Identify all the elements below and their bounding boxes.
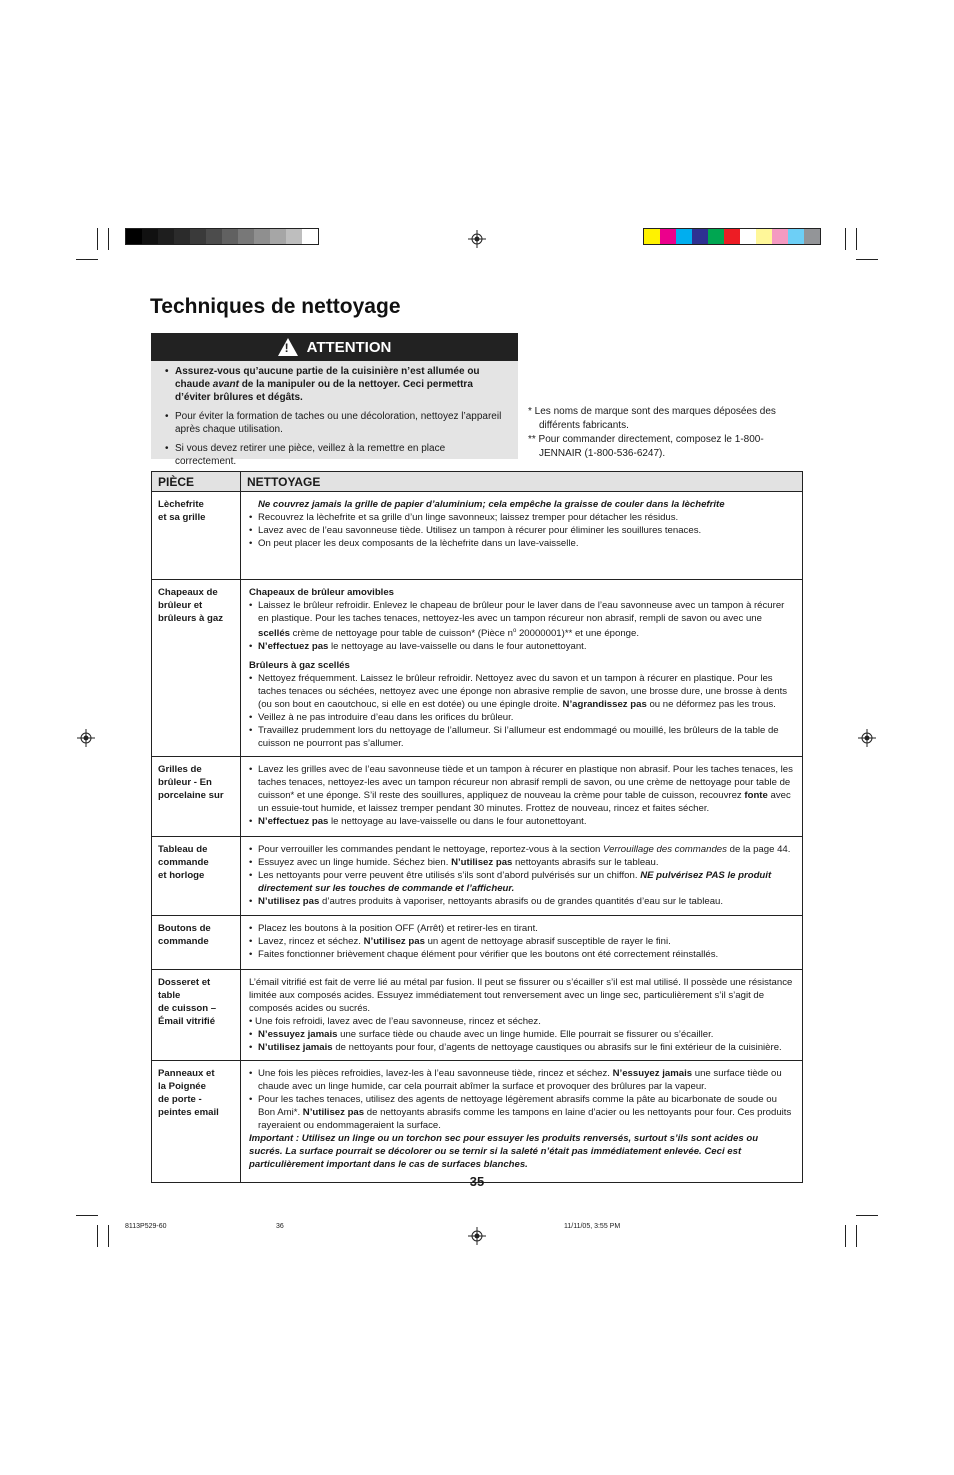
piece-cell: Boutons de commande bbox=[152, 916, 241, 970]
list-item: • N’effectuez pas le nettoyage au lave-vaisselle ou dans le four autonettoyant. bbox=[249, 815, 794, 828]
cleaning-cell bbox=[241, 970, 803, 1061]
attention-heading: ATTENTION bbox=[306, 338, 392, 356]
crop-mark bbox=[856, 228, 857, 250]
list-item: • On peut placer les deux composants de la lèchefrite dans un lave-vaisselle. bbox=[249, 537, 794, 550]
table-row bbox=[152, 1061, 803, 1183]
color-swatch bbox=[756, 229, 772, 244]
piece-cell: Panneaux et la Poignée de porte - peintes email bbox=[152, 1061, 241, 1183]
warning-icon: ! bbox=[278, 338, 298, 356]
footer-center: 36 bbox=[276, 1223, 284, 1230]
color-swatch bbox=[724, 229, 740, 244]
color-swatch bbox=[708, 229, 724, 244]
footer-right: 11/11/05, 3:55 PM bbox=[564, 1223, 621, 1230]
color-swatch bbox=[660, 229, 676, 244]
lead-warning: Ne couvrez jamais la grille de papier d’aluminium; cela empêche la graisse de couler dans la lèchefrite bbox=[258, 499, 725, 510]
footnotes bbox=[528, 405, 800, 461]
list-item: • Faites fonctionner brièvement chaque élément pour vérifier que les boutons ont été correctement réinstallés. bbox=[249, 948, 794, 961]
crop-mark bbox=[845, 1225, 846, 1247]
crop-mark bbox=[856, 1225, 857, 1247]
crop-mark bbox=[97, 228, 98, 250]
piece-cell: Dosseret et table de cuisson – Émail vitrifié bbox=[152, 970, 241, 1061]
list-item: • N’essuyez jamais une surface tiède ou chaude avec un linge humide. Elle pourrait se fissurer ou s’écailler. bbox=[249, 1028, 794, 1041]
list-item: • Une fois les pièces refroidies, lavez-les à l’eau savonneuse tiède, rincez et séchez. N’essuyez jamais une surface tiède ou chaude avec un linge humide, car cela pourrait abîmer la surface et provoquer des brûlures par la vapeur. bbox=[249, 1067, 794, 1093]
list-item: • Placez les boutons à la position OFF (Arrêt) et retirer-les en tirant. bbox=[249, 922, 794, 935]
crop-mark bbox=[108, 228, 109, 250]
intro-line: • Une fois refroidi, lavez avec de l’eau savonneuse, rincez et séchez. bbox=[249, 1016, 541, 1028]
color-swatch bbox=[788, 229, 804, 244]
cleaning-cell bbox=[241, 916, 803, 970]
list-item: • Lavez, rincez et séchez. N’utilisez pas un agent de nettoyage abrasif susceptible de rayer le fini. bbox=[249, 935, 794, 948]
attention-box bbox=[151, 333, 518, 467]
attention-item: • Si vous devez retirer une pièce, veillez à la remettre en place correctement. bbox=[165, 442, 506, 468]
color-swatch bbox=[254, 229, 270, 244]
registration-cross-icon bbox=[858, 729, 876, 747]
footnote: ** Pour commander directement, composez le 1-800-JENNAIR (1-800-536-6247). bbox=[528, 434, 764, 459]
piece-cell: Tableau de commande et horloge bbox=[152, 837, 241, 916]
registration-cross-icon bbox=[468, 230, 486, 248]
color-swatch bbox=[270, 229, 286, 244]
list-item: • Pour les taches tenaces, utilisez des agents de nettoyage légèrement abrasifs comme la pâte au bicarbonate de soude ou Bon Ami*. N’utilisez pas de nettoyants abrasifs comme les tampons en laine d’acier ou les nettoyants pour four. Ces produits rayeraient ou endommageraient la surface. bbox=[249, 1093, 794, 1132]
piece-cell: Grilles de brûleur - En porcelaine sur bbox=[152, 757, 241, 837]
color-swatch bbox=[772, 229, 788, 244]
important-note: Important : Utilisez un linge ou un torchon sec pour essuyer les produits renversés, surtout s’ils sont acides ou sucrés. La surface pourrait se décolorer ou se ternir si la saleté n’était pas immédiatement enlevée. Ceci est particulièrement important dans le cas de surfaces blanches. bbox=[249, 1133, 759, 1171]
table-header-row bbox=[152, 472, 803, 492]
crop-mark bbox=[76, 1215, 98, 1216]
registration-cross-icon bbox=[468, 1227, 486, 1245]
subheading: Chapeaux de brûleur amovibles bbox=[249, 587, 395, 598]
column-header-cleaning: NETTOYAGE bbox=[241, 472, 803, 492]
page-title: Techniques de nettoyage bbox=[150, 295, 401, 318]
color-swatch bbox=[286, 229, 302, 244]
list-item: • Les nettoyants pour verre peuvent être utilisés s’ils sont d’abord pulvérisés sur un chiffon. NE pulvérisez PAS le produit directement sur les touches de commande et l’afficheur. bbox=[249, 869, 794, 895]
color-swatch bbox=[692, 229, 708, 244]
list-item: • Travaillez prudemment lors du nettoyage de l’allumeur. Si l’allumeur est endommagé ou mouillé, les brûleurs de la table de cuisson ne pourront pas s’allumer. bbox=[249, 724, 794, 750]
attention-header bbox=[151, 333, 518, 361]
cleaning-cell bbox=[241, 1061, 803, 1183]
list-item: • Recouvrez la lèchefrite et sa grille d’un linge savonneux; laissez tremper pour détacher les résidus. bbox=[249, 511, 794, 524]
grayscale-bar bbox=[125, 228, 319, 245]
list-item: • N’effectuez pas le nettoyage au lave-vaisselle ou dans le four autonettoyant. bbox=[249, 640, 794, 653]
piece-cell: Chapeaux de brûleur et brûleurs à gaz bbox=[152, 580, 241, 757]
column-header-piece: PIÈCE bbox=[152, 472, 241, 492]
list-item: • Lavez les grilles avec de l’eau savonneuse tiède et un tampon à récurer en plastique non abrasif. Pour les taches tenaces, les taches tenaces, nettoyez-les avec un tampon récureur non abrasif rempli de savon, ou une crème de nettoyage pour table de cuisson* et une éponge. S’il reste des souillures, appliquez de nouveau la crème pour table de cuisson, recouvrez fonte avec un essuie-tout humide, et laissez tremper pendant 30 minutes. Frottez de nouveau, rincez et faites sécher. bbox=[249, 763, 794, 815]
registration-cross-icon bbox=[77, 729, 95, 747]
crop-mark bbox=[856, 259, 878, 260]
intro-text: L’émail vitrifié est fait de verre lié au métal par fusion. Il peut se fissurer ou s’écailler s’il est mal utilisé. Il possède une résistance limitée aux composés acides. Essuyez immédiatement tout renversement avec un linge sec, particulièrement s’il s’agit de composés acides ou sucrés. bbox=[249, 977, 793, 1015]
page-number: 35 bbox=[469, 1174, 485, 1189]
crop-mark bbox=[856, 1215, 878, 1216]
attention-item: • Assurez-vous qu’aucune partie de la cuisinière n’est allumée ou chaude avant de la manipuler ou de la nettoyer. Ceci permettra d’éviter brûlures et dégâts. bbox=[165, 365, 506, 404]
color-swatch bbox=[238, 229, 254, 244]
color-swatch bbox=[804, 229, 820, 244]
table-row bbox=[152, 916, 803, 970]
cleaning-cell bbox=[241, 492, 803, 580]
color-swatch bbox=[676, 229, 692, 244]
table-row bbox=[152, 970, 803, 1061]
color-swatch bbox=[644, 229, 660, 244]
color-swatch bbox=[126, 229, 142, 244]
piece-cell: Lèchefrite et sa grille bbox=[152, 492, 241, 580]
attention-item: • Pour éviter la formation de taches ou une décoloration, nettoyez l’appareil après chaque utilisation. bbox=[165, 410, 506, 436]
color-swatch bbox=[206, 229, 222, 244]
color-swatch bbox=[142, 229, 158, 244]
color-swatch bbox=[190, 229, 206, 244]
list-item: • Nettoyez fréquemment. Laissez le brûleur refroidir. Nettoyez avec du savon et un tampon à récurer en plastique. Pour les taches tenaces ou séchées, nettoyez avec une éponge non abrasive remplie de savon, une brosse dure, une brosse à dents (ou son bout en caoutchouc, si elle en est dotée) ou une épingle droite. N’agrandissez pas ou ne déformez pas les trous. bbox=[249, 672, 794, 711]
list-item: • Essuyez avec un linge humide. Séchez bien. N’utilisez pas nettoyants abrasifs sur le tableau. bbox=[249, 856, 794, 869]
list-item: • Lavez avec de l’eau savonneuse tiède. Utilisez un tampon à récurer pour éliminer les souillures tenaces. bbox=[249, 524, 794, 537]
list-item: • Veillez à ne pas introduire d’eau dans les orifices du brûleur. bbox=[249, 711, 794, 724]
cleaning-cell bbox=[241, 757, 803, 837]
color-swatch bbox=[158, 229, 174, 244]
cleaning-cell bbox=[241, 580, 803, 757]
crop-mark bbox=[76, 259, 98, 260]
footnote: * Les noms de marque sont des marques déposées des différents fabricants. bbox=[528, 406, 776, 431]
crop-mark bbox=[845, 228, 846, 250]
color-bar bbox=[643, 228, 821, 245]
table-row bbox=[152, 757, 803, 837]
list-item: • Laissez le brûleur refroidir. Enlevez le chapeau de brûleur pour le laver dans de l’eau savonneuse avec un tampon à récurer en plastique. Pour les taches tenaces, nettoyez-les avec un tampon récureur non abrasif, rempli de savon ou avec une scellés crème de nettoyage pour table de cuisson* (Pièce $n^o$ 20000001)** et une éponge. bbox=[249, 599, 794, 640]
color-swatch bbox=[222, 229, 238, 244]
cleaning-table bbox=[151, 471, 803, 1183]
subheading: Brûleurs à gaz scellés bbox=[249, 660, 350, 672]
table-row bbox=[152, 580, 803, 757]
footer-left: 8113P529-60 bbox=[125, 1223, 167, 1230]
table-row bbox=[152, 837, 803, 916]
table-row bbox=[152, 492, 803, 580]
cleaning-cell bbox=[241, 837, 803, 916]
crop-mark bbox=[108, 1225, 109, 1247]
list-item: • N’utilisez jamais de nettoyants pour four, d’agents de nettoyage caustiques ou abrasifs sur le fini extérieur de la cuisinière. bbox=[249, 1041, 794, 1054]
attention-list bbox=[151, 361, 518, 468]
crop-mark bbox=[97, 1225, 98, 1247]
color-swatch bbox=[740, 229, 756, 244]
color-swatch bbox=[302, 229, 318, 244]
list-item: • Pour verrouiller les commandes pendant le nettoyage, reportez-vous à la section Verrouillage des commandes de la page 44. bbox=[249, 843, 794, 856]
color-swatch bbox=[174, 229, 190, 244]
list-item: • N’utilisez pas d’autres produits à vaporiser, nettoyants abrasifs ou de grandes quantités d’eau sur le tableau. bbox=[249, 895, 794, 908]
